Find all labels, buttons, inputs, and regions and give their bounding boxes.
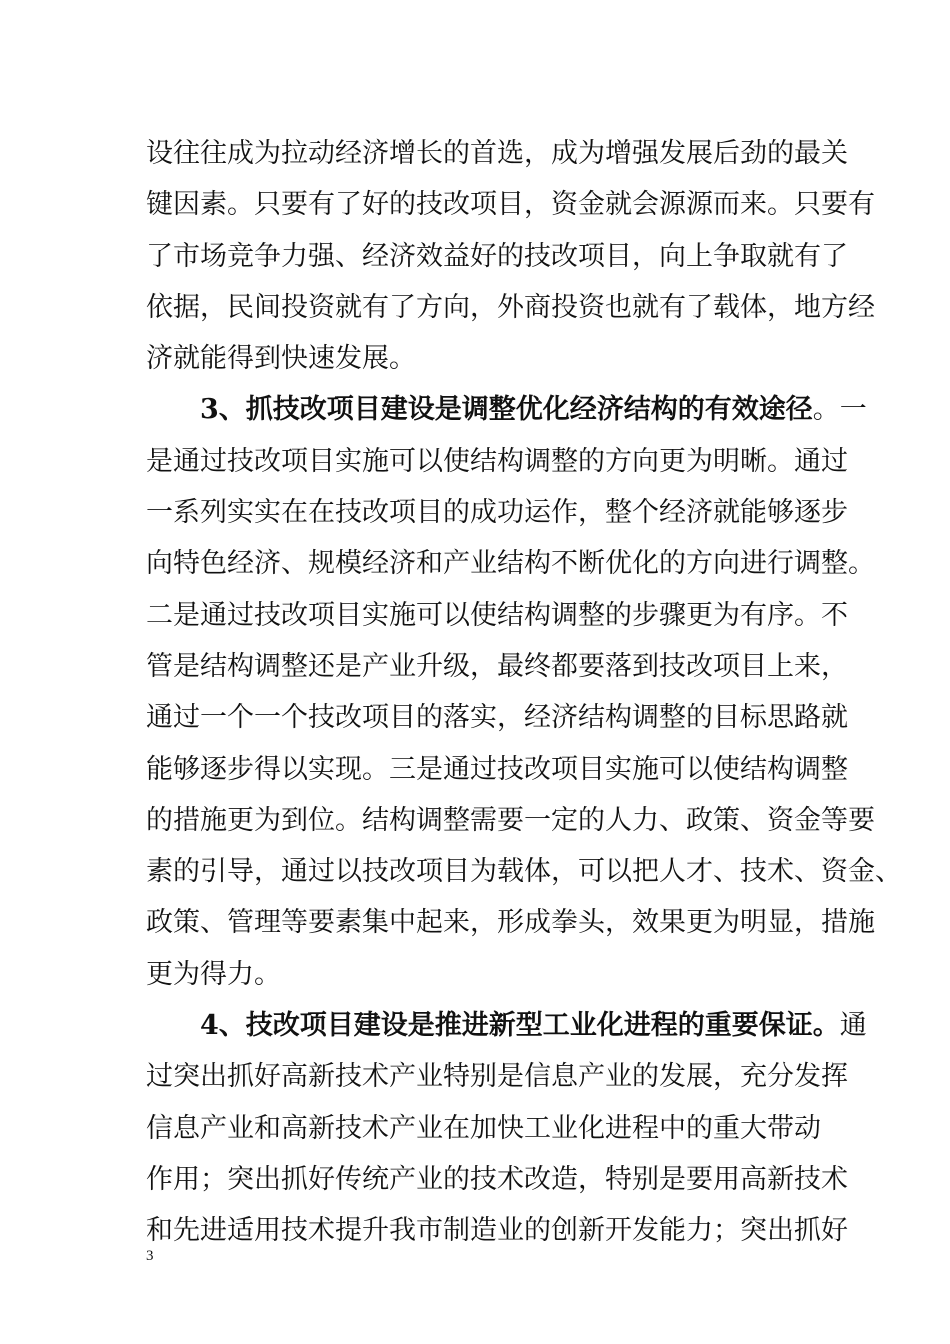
text-run: 依据，民间投资就有了方向，外商投资也就有了载体，地方经: [146, 291, 875, 323]
text-line: [146, 436, 848, 487]
text-run: 的措施更为到位。结构调整需要一定的人力、政策、资金等要: [146, 804, 875, 836]
text-line: [146, 949, 826, 1000]
text-line: [146, 1205, 848, 1256]
text-run: 键因素。只要有了好的技改项目，资金就会源源而来。只要有: [146, 189, 875, 221]
text-run: 作用；突出抓好传统产业的技术改造，特别是要用高新技术: [146, 1163, 848, 1195]
section-heading: 3、抓技改项目建设是调整优化经济结构的有效途径: [200, 394, 813, 426]
text-line: [146, 641, 848, 692]
text-line: [146, 538, 875, 589]
section-heading-line: [146, 1000, 867, 1051]
text-run: 向特色经济、规模经济和产业结构不断优化的方向进行调整。: [146, 548, 875, 580]
text-run: 管是结构调整还是产业升级，最终都要落到技改项目上来，: [146, 650, 848, 682]
text-line: [146, 1103, 826, 1154]
text-line: [146, 692, 848, 743]
text-line: [146, 231, 848, 282]
text-run: 一系列实实在在技改项目的成功运作，整个经济就能够逐步: [146, 497, 848, 529]
text-line: [146, 179, 875, 230]
text-run: 通过一个一个技改项目的落实，经济结构调整的目标思路就: [146, 702, 848, 734]
text-run: 济就能得到快速发展。: [146, 343, 416, 375]
text-line: [146, 128, 848, 179]
text-line: [146, 1154, 848, 1205]
text-line: [146, 282, 875, 333]
text-line: [146, 333, 826, 384]
text-run: 素的引导，通过以技改项目为载体，可以把人才、技术、资金、: [146, 856, 902, 888]
page-number: 3: [146, 1248, 154, 1264]
text-run: 政策、管理等要素集中起来，形成拳头，效果更为明显，措施: [146, 907, 875, 939]
text-line: [146, 1051, 848, 1102]
section-heading-line: [146, 384, 867, 435]
text-run: 过突出抓好高新技术产业特别是信息产业的发展，充分发挥: [146, 1061, 848, 1093]
text-run: 和先进适用技术提升我市制造业的创新开发能力；突出抓好: [146, 1215, 848, 1247]
section-heading: 4、技改项目建设是推进新型工业化进程的重要保证。: [200, 1010, 840, 1042]
text-run: 信息产业和高新技术产业在加快工业化进程中的重大带动: [146, 1112, 821, 1144]
text-run: 了市场竞争力强、经济效益好的技改项目，向上争取就有了: [146, 240, 848, 272]
text-run: 是通过技改项目实施可以使结构调整的方向更为明晰。通过: [146, 445, 848, 477]
text-run: 通: [839, 1010, 867, 1042]
text-line: [146, 590, 848, 641]
text-run: 二是通过技改项目实施可以使结构调整的步骤更为有序。不: [146, 599, 848, 631]
text-line: [146, 846, 902, 897]
text-line: [146, 897, 875, 948]
text-line: [146, 795, 875, 846]
text-line: [146, 487, 848, 538]
text-run: 更为得力。: [146, 958, 281, 990]
text-run: 能够逐步得以实现。三是通过技改项目实施可以使结构调整: [146, 753, 848, 785]
text-run: 。一: [812, 394, 867, 426]
body-text: [146, 128, 902, 1257]
text-line: [146, 744, 848, 795]
text-run: 设往往成为拉动经济增长的首选，成为增强发展后劲的最关: [146, 138, 848, 169]
